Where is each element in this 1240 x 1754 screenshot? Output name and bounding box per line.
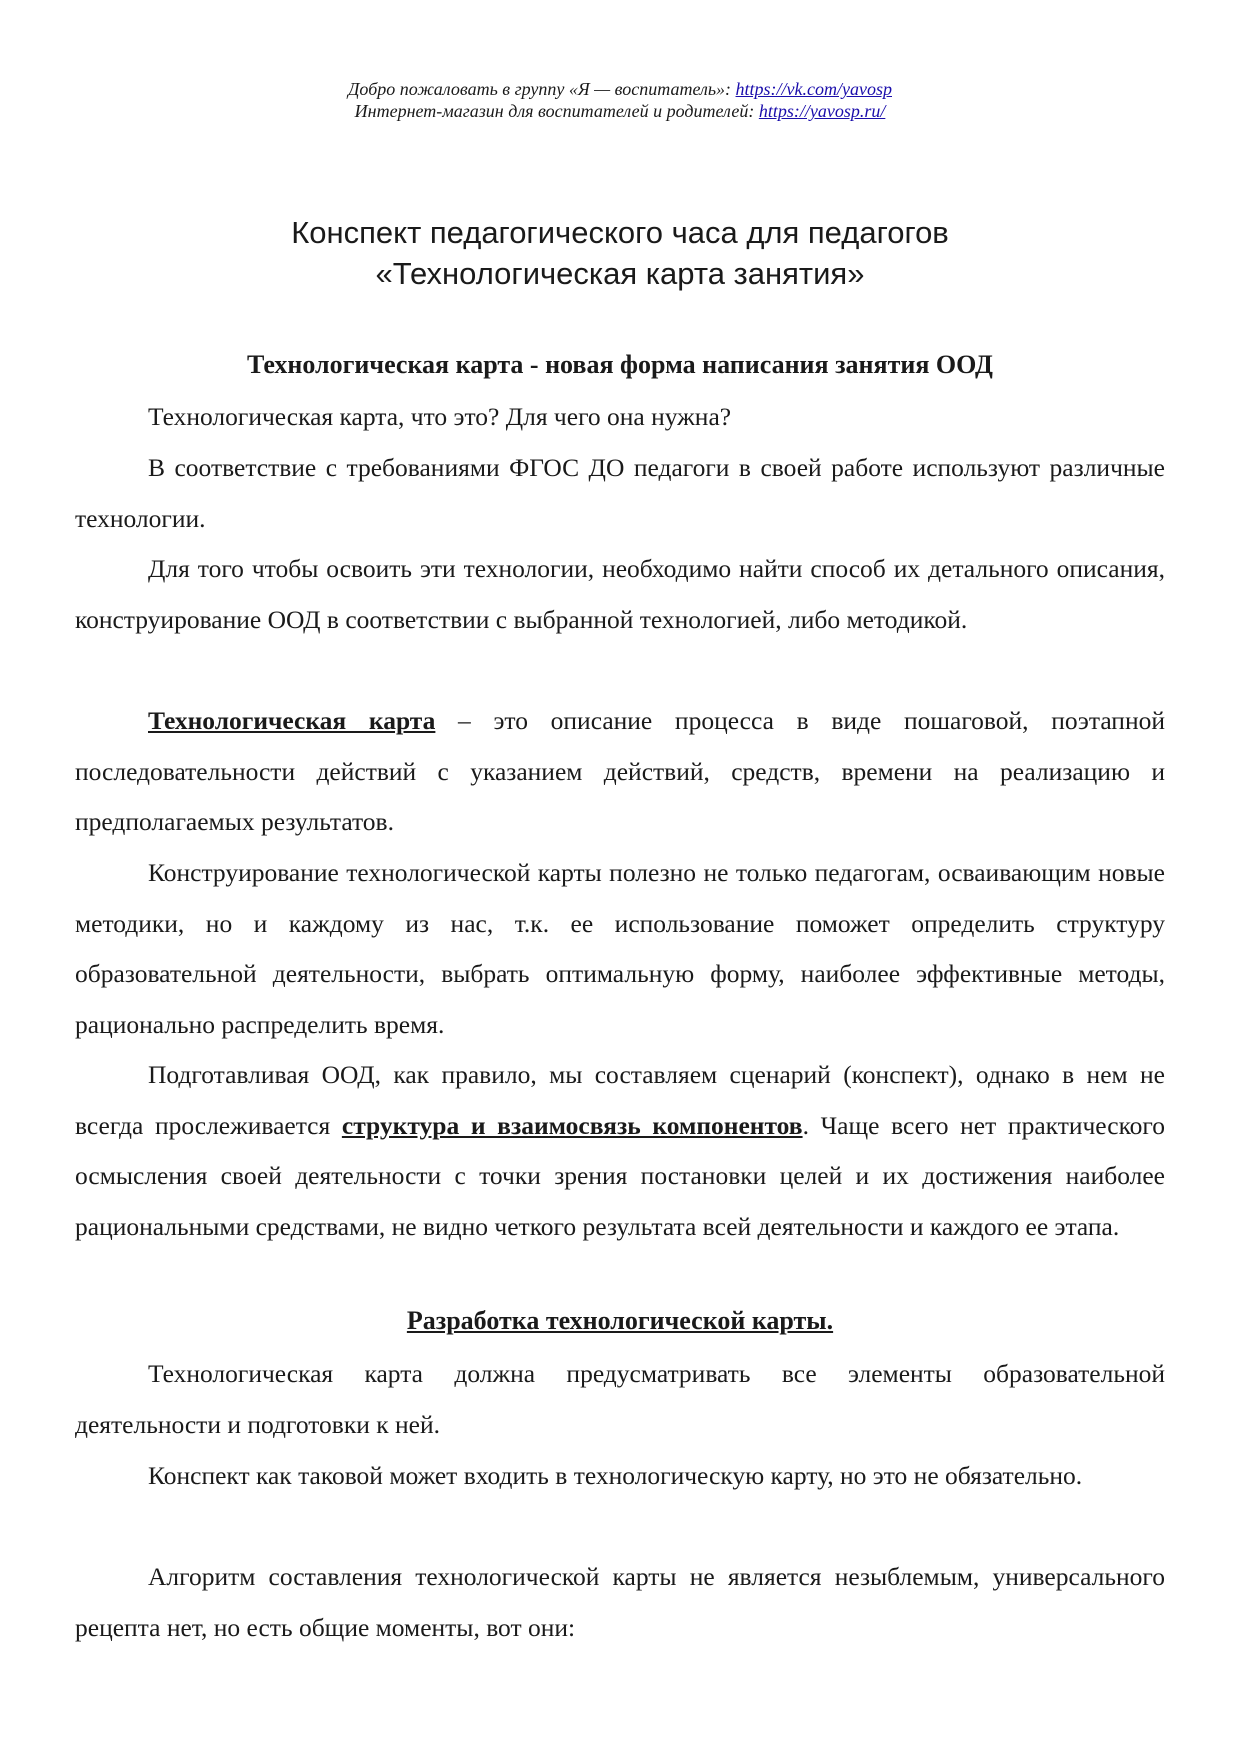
- header-line-1: [0, 78, 1240, 100]
- term-technological-map: Технологическая карта: [148, 706, 436, 735]
- header-note: [0, 78, 1240, 122]
- section-heading-2: Разработка технологической карты.: [406, 1306, 834, 1335]
- paragraph-6: [75, 1050, 1165, 1252]
- paragraph-3: Для того чтобы освоить эти технологии, необходимо найти способ их детального описания, конструирование ООД в соответствии с выбранной технологией, либо методикой.: [75, 554, 1165, 634]
- paragraph-2: В соответствие с требованиями ФГОС ДО педагоги в своей работе используют различные технологии.: [75, 453, 1165, 533]
- paragraph-6-end: . Чаще всего нет практического осмысления своей деятельности с точки зрения постановки целей и их достижения наиболее рациональными средствами, не видно четкого результата всей деятельности и каждого ее этапа.: [75, 1110, 1165, 1241]
- paragraph-6-start: Подготавливая ООД, как правило, мы составляем сценарий (конспект), однако в нем не всегда прослеживается: [75, 1060, 1165, 1140]
- document-title: [0, 212, 1240, 294]
- paragraph-1: Технологическая карта, что это? Для чего она нужна?: [148, 402, 732, 431]
- shop-link[interactable]: https://yavosp.ru/: [758, 101, 886, 121]
- vk-group-link[interactable]: https://vk.com/yavosp: [735, 79, 892, 99]
- paragraph-4: [75, 696, 1165, 848]
- title-line-2: «Технологическая карта занятия»: [375, 256, 865, 291]
- section-heading-1: Технологическая карта - новая форма написания занятия ООД: [247, 350, 993, 379]
- term-structure: структура и взаимосвязь компонентов: [341, 1110, 803, 1140]
- paragraph-4-rest: – это описание процесса в виде пошаговой, поэтапной последовательности действий с указанием действий, средств, времени на реализацию и предполагаемых результатов.: [75, 706, 1165, 836]
- section-2-paragraph-2: Конспект как таковой может входить в технологическую карту, но это не обязательно.: [148, 1461, 1083, 1490]
- header-line-2-text: Интернет-магазин для воспитателей и родителей:: [354, 101, 759, 121]
- header-line-1-text: Добро пожаловать в группу «Я — воспитатель»:: [347, 79, 736, 99]
- section-2-paragraph-1: Технологическая карта должна предусматривать все элементы образовательной деятельности и подготовки к ней.: [75, 1359, 1165, 1439]
- paragraph-5: Конструирование технологической карты полезно не только педагогам, осваивающим новые методики, но и каждому из нас, т.к. ее использование поможет определить структуру образовательной деятельности, выбрать оптимальную форму, наиболее эффективные методы, рационально распределить время.: [75, 858, 1165, 1039]
- section-2-paragraph-3: Алгоритм составления технологической карты не является незыблемым, универсального рецепта нет, но есть общие моменты, вот они:: [75, 1562, 1165, 1642]
- title-line-1: Конспект педагогического часа для педагогов: [291, 215, 949, 250]
- header-line-2: [0, 100, 1240, 122]
